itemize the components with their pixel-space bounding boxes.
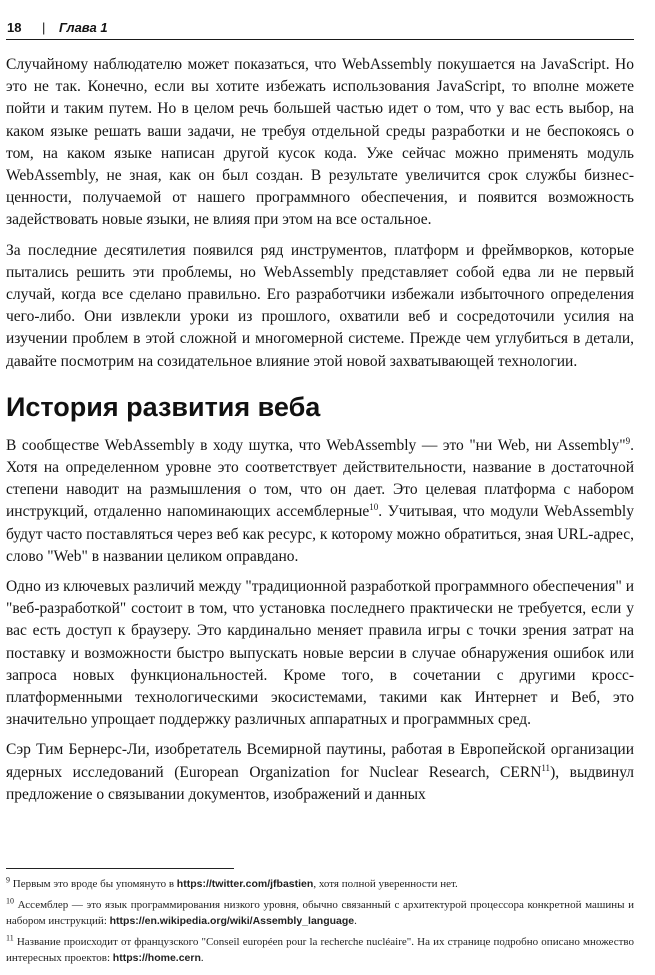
footnote-divider: [6, 868, 234, 869]
footnote-ref-9[interactable]: 9: [625, 435, 631, 446]
footnote-tail: .: [354, 915, 357, 927]
footnote-mark: 9: [6, 875, 10, 885]
footnote-link[interactable]: https://home.cern: [112, 952, 201, 964]
paragraph-3: [6, 435, 634, 568]
footnote-11: [6, 934, 634, 966]
paragraph-5-part-1: Сэр Тим Бернерс-Ли, изобретатель Всемирной паутины, работая в Европейской организации ядерных исследований (European Organization for Nuclear Research, CERN: [6, 741, 634, 781]
footnote-tail: , хотя полной уверенности нет.: [313, 878, 458, 890]
page-number: 18: [7, 20, 22, 35]
footnote-9: [6, 876, 634, 892]
footnote-link[interactable]: https://twitter.com/jfbastien: [176, 878, 314, 890]
footnote-10: [6, 897, 634, 929]
paragraph-2: За последние десятилетия появился ряд инструментов, платформ и фреймворков, которые пытались решить эти проблемы, но WebAssembly представляет собой едва ли не первый случай, когда все сделано правильно. Его разработчики избежали избыточного определения чего-либо. Они извлекли уроки из прошлого, охватили веб и сосредоточили усилия на изучении проблем в этой сложной и многомерной системе. Прежде чем углубиться в детали, давайте посмотрим на созидательное влияние этой новой захватывающей технологии.: [6, 241, 634, 370]
header-separator: |: [42, 20, 46, 35]
footnote-link[interactable]: https://en.wikipedia.org/wiki/Assembly_language: [109, 915, 355, 927]
paragraph-5: [6, 739, 634, 806]
footnote-mark: 11: [6, 933, 14, 943]
section-heading: История развития веба: [6, 391, 321, 422]
footnote-text: Ассемблер — это язык программирования низкого уровня, обычно связанный с архитектурой процессора конкретной машины и набором инструкций:: [6, 899, 634, 927]
running-head: [6, 20, 634, 40]
chapter-title: Глава 1: [59, 20, 108, 35]
footnote-mark: 10: [6, 896, 14, 906]
paragraph-3-part-2: . Хотя на определенном уровне это соответствует действительности, название в достаточной степени наводит на размышления о том, что он дает. Это целевая платформа с набором инструкций, отдаленно напоминающих ассемблерные: [6, 436, 634, 521]
paragraph-4: Одно из ключевых различий между "традиционной разработкой программного обеспечения" и "веб-разработкой" состоит в том, что установка последнего практически не требуется, если у вас есть доступ к браузеру. Это кардинально меняет правила игры с точки зрения затрат на поставку и возможности быстро выпускать новые версии в случае обнаружения ошибок или запроса новых функциональностей. Кроме того, в сочетании с другими кросс-платформенными технологическими экосистемами, такими как Интернет и Веб, это значительно упрощает поддержку различных аппаратных и программных сред.: [6, 578, 634, 729]
paragraph-3-part-1: В сообществе WebAssembly в ходу шутка, что WebAssembly — это "ни Web, ни Assembly": [6, 436, 626, 454]
footnote-ref-10[interactable]: 10: [369, 502, 379, 513]
footnote-text: Первым это вроде бы упомянуто в: [12, 878, 177, 890]
main-text: [6, 54, 634, 814]
paragraph-5-part-2: ), выдвинул предложение о связывании документов, изображений и данных: [6, 763, 634, 803]
paragraph-1: Случайному наблюдателю может показаться, что WebAssembly покушается на JavaScript. Но это не так. Конечно, если вы хотите избежать использования JavaScript, то вполне можете пойти и таким путем. Но в целом речь большей частью идет о том, что у вас есть выбор, на каком языке решать ваши задачи, не требуя отдельной среды разработки и не беспокоясь о том, на каком языке написан другой кусок кода. Уже сейчас можно применять модуль WebAssembly, не зная, как он был создан. В результате увеличится срок службы бизнес-ценности, получаемой от нашего программного обеспечения, и появится возможность задействовать новые языки, не влияя при этом на все остальное.: [6, 56, 634, 229]
paragraph-3-part-3: . Учитывая, что модули WebAssembly будут часто поставляться через веб как ресурс, к которому можно обратиться, зная URL-адрес, слово "Web" в названии целиком оправдано.: [6, 503, 634, 565]
footnotes: [6, 876, 634, 971]
footnote-tail: .: [200, 952, 204, 964]
footnote-text: Название происходит от французского "Conseil européen pour la recherche nucléaire". На их странице подробно описано множество интересных проектов:: [6, 936, 635, 964]
footnote-ref-11[interactable]: 11: [541, 762, 551, 773]
